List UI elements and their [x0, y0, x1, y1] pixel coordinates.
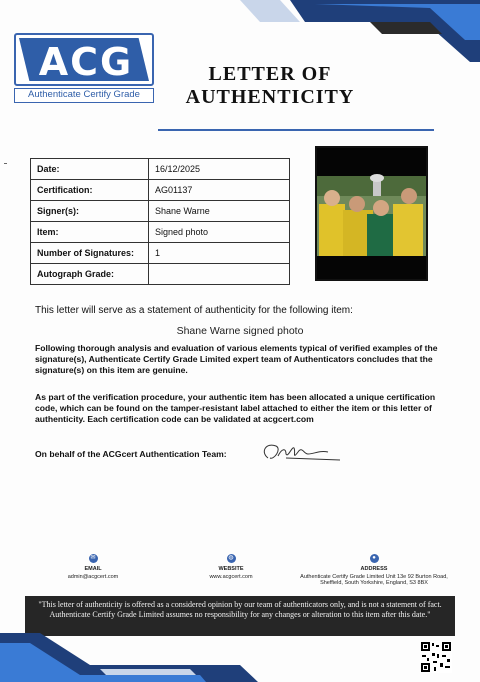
- verification-paragraph: Following thorough analysis and evaluation of various elements typical of verified examples of the signature(s), Authenticate Certify Grade Limited expert team of Authenticators concludes that the signature(s) on this item are genuine.: [35, 343, 438, 375]
- website-heading: WEBSITE: [218, 566, 244, 572]
- margin-mark: [4, 163, 7, 164]
- email-heading: EMAIL: [84, 566, 102, 572]
- document-title: [170, 63, 370, 109]
- signer-label: Signer(s):: [31, 201, 149, 222]
- title-line-1: LETTER OF: [208, 63, 332, 85]
- date-label: Date:: [31, 159, 149, 180]
- certificate-details-table: [30, 158, 290, 285]
- address-text: Authenticate Certify Grade Limited Unit 13e 92 Burton Road, Sheffield, South Yorkshire, England, S3 8BX: [300, 574, 448, 586]
- item-photo: [315, 146, 428, 281]
- date-value: 16/12/2025: [149, 159, 290, 180]
- item-value: Signed photo: [149, 222, 290, 243]
- envelope-icon: ✉: [90, 555, 96, 561]
- certification-label: Certification:: [31, 180, 149, 201]
- certification-code-paragraph: As part of the verification procedure, your authentic item has been allocated a unique certification code, which can be found on the tamper-resistant label attached to either the item or this letter of authenticity. Each certification code can be validated at acgcert.com: [35, 392, 436, 424]
- acg-logo: [14, 33, 154, 105]
- address-heading: ADDRESS: [360, 566, 388, 572]
- website-contact: [196, 554, 266, 580]
- autograph-grade-label: Autograph Grade:: [31, 264, 149, 285]
- intro-statement: This letter will serve as a statement of authenticity for the following item:: [35, 305, 353, 316]
- header-decoration: [220, 0, 480, 70]
- email-contact: [58, 554, 128, 580]
- logo-text: ACG: [38, 40, 134, 84]
- table-row: [31, 180, 290, 201]
- globe-icon: ◍: [228, 555, 234, 561]
- title-line-2: AUTHENTICITY: [185, 86, 355, 108]
- title-divider: [158, 129, 434, 131]
- email-address[interactable]: admin@acgcert.com: [67, 574, 119, 580]
- table-row: [31, 264, 290, 285]
- address-contact: [290, 554, 458, 586]
- logo-subtitle: Authenticate Certify Grade: [14, 88, 154, 103]
- table-row: [31, 159, 290, 180]
- logo-badge: [14, 33, 154, 86]
- autograph-grade-value: [149, 264, 290, 285]
- certification-value: AG01137: [149, 180, 290, 201]
- table-row: [31, 201, 290, 222]
- item-label: Item:: [31, 222, 149, 243]
- signatures-count-label: Number of Signatures:: [31, 243, 149, 264]
- location-pin-icon: ●: [370, 554, 379, 563]
- table-row: [31, 222, 290, 243]
- signatures-count-value: 1: [149, 243, 290, 264]
- signer-value: Shane Warne: [149, 201, 290, 222]
- footer-decoration: [0, 625, 300, 682]
- table-row: [31, 243, 290, 264]
- authenticator-signature: [256, 438, 346, 468]
- disclaimer-band: "This letter of authenticity is offered as a considered opinion by our team of authenticators only, and is not a statement of fact. Authenticate Certify Grade Limited assumes no responsibility for any changes or alteration to this item after this date.": [25, 596, 455, 636]
- website-url[interactable]: www.acgcert.com: [209, 574, 253, 580]
- on-behalf-line: On behalf of the ACGcert Authentication Team:: [35, 449, 227, 459]
- qr-code: [420, 641, 452, 673]
- item-name: Shane Warne signed photo: [176, 325, 304, 337]
